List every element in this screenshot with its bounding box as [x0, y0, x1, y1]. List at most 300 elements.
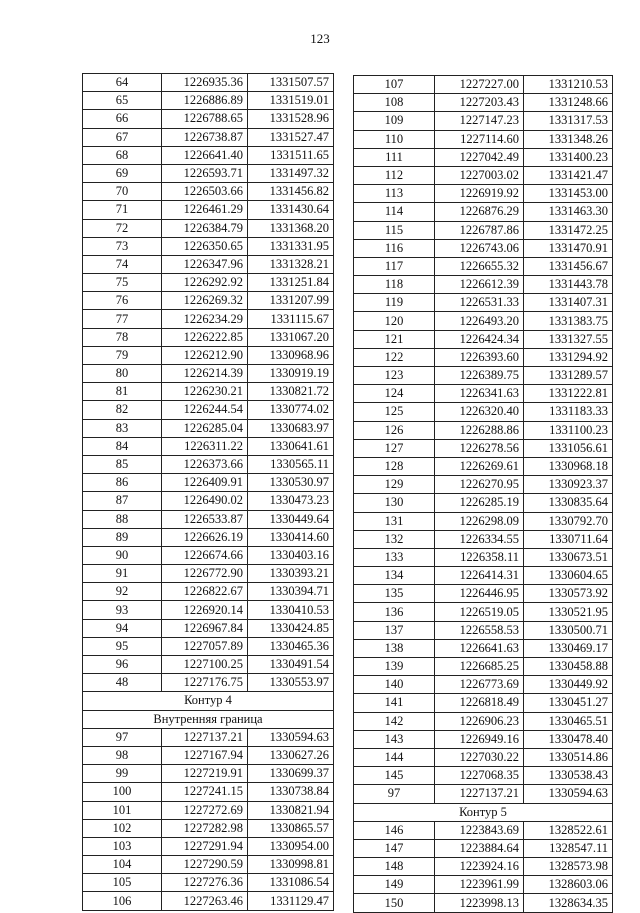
- y-coordinate-cell: 1330500.71: [524, 621, 613, 639]
- table-row: [354, 530, 613, 548]
- table-row: [83, 274, 334, 292]
- y-coordinate-cell: 1330530.97: [248, 474, 334, 492]
- point-number-cell: 82: [83, 401, 162, 419]
- table-row: [83, 74, 334, 92]
- y-coordinate-cell: 1328634.35: [524, 894, 613, 912]
- y-coordinate-cell: 1330465.51: [524, 712, 613, 730]
- y-coordinate-cell: 1330919.19: [248, 365, 334, 383]
- point-number-cell: 83: [83, 419, 162, 437]
- x-coordinate-cell: 1226919.92: [435, 185, 524, 203]
- point-number-cell: 106: [83, 892, 162, 910]
- y-coordinate-cell: 1331086.54: [248, 874, 334, 892]
- y-coordinate-cell: 1331463.30: [524, 203, 613, 221]
- x-coordinate-cell: 1226285.04: [162, 419, 248, 437]
- y-coordinate-cell: 1330553.97: [248, 674, 334, 692]
- y-coordinate-cell: 1330641.61: [248, 437, 334, 455]
- table-row: [83, 565, 334, 583]
- table-row: [354, 457, 613, 475]
- x-coordinate-cell: 1223998.13: [435, 894, 524, 912]
- section-heading-row: [83, 710, 334, 728]
- point-number-cell: 94: [83, 619, 162, 637]
- table-row: [83, 237, 334, 255]
- point-number-cell: 117: [354, 257, 435, 275]
- x-coordinate-cell: 1226461.29: [162, 201, 248, 219]
- table-row: [83, 201, 334, 219]
- y-coordinate-cell: 1330565.11: [248, 455, 334, 473]
- y-coordinate-cell: 1330491.54: [248, 656, 334, 674]
- y-coordinate-cell: 1330594.63: [524, 785, 613, 803]
- x-coordinate-cell: 1226414.31: [435, 567, 524, 585]
- point-number-cell: 135: [354, 585, 435, 603]
- x-coordinate-cell: 1226285.19: [435, 494, 524, 512]
- table-row: [354, 676, 613, 694]
- table-row: [354, 130, 613, 148]
- y-coordinate-cell: 1331100.23: [524, 421, 613, 439]
- point-number-cell: 130: [354, 494, 435, 512]
- y-coordinate-cell: 1330473.23: [248, 492, 334, 510]
- point-number-cell: 69: [83, 164, 162, 182]
- x-coordinate-cell: 1226347.96: [162, 255, 248, 273]
- point-number-cell: 89: [83, 528, 162, 546]
- x-coordinate-cell: 1227227.00: [435, 76, 524, 94]
- y-coordinate-cell: 1330998.81: [248, 856, 334, 874]
- x-coordinate-cell: 1227068.35: [435, 767, 524, 785]
- y-coordinate-cell: 1331328.21: [248, 255, 334, 273]
- table-row: [83, 728, 334, 746]
- x-coordinate-cell: 1227137.21: [435, 785, 524, 803]
- table-row: [354, 439, 613, 457]
- y-coordinate-cell: 1331248.66: [524, 94, 613, 112]
- point-number-cell: 144: [354, 748, 435, 766]
- table-row: [354, 858, 613, 876]
- x-coordinate-cell: 1226519.05: [435, 603, 524, 621]
- y-coordinate-cell: 1330478.40: [524, 730, 613, 748]
- y-coordinate-cell: 1330923.37: [524, 476, 613, 494]
- x-coordinate-cell: 1226558.53: [435, 621, 524, 639]
- point-number-cell: 112: [354, 166, 435, 184]
- point-number-cell: 96: [83, 656, 162, 674]
- point-number-cell: 104: [83, 856, 162, 874]
- table-row: [354, 185, 613, 203]
- y-coordinate-cell: 1331453.00: [524, 185, 613, 203]
- table-row: [354, 239, 613, 257]
- x-coordinate-cell: 1226234.29: [162, 310, 248, 328]
- point-number-cell: 122: [354, 348, 435, 366]
- y-coordinate-cell: 1331067.20: [248, 328, 334, 346]
- table-row: [354, 730, 613, 748]
- x-coordinate-cell: 1226773.69: [435, 676, 524, 694]
- point-number-cell: 121: [354, 330, 435, 348]
- y-coordinate-cell: 1330968.18: [524, 457, 613, 475]
- y-coordinate-cell: 1330865.57: [248, 819, 334, 837]
- point-number-cell: 85: [83, 455, 162, 473]
- y-coordinate-cell: 1331331.95: [248, 237, 334, 255]
- y-coordinate-cell: 1330821.94: [248, 801, 334, 819]
- y-coordinate-cell: 1331210.53: [524, 76, 613, 94]
- table-row: [354, 839, 613, 857]
- x-coordinate-cell: 1226593.71: [162, 164, 248, 182]
- point-number-cell: 105: [83, 874, 162, 892]
- y-coordinate-cell: 1330403.16: [248, 546, 334, 564]
- table-row: [83, 783, 334, 801]
- y-coordinate-cell: 1331511.65: [248, 146, 334, 164]
- y-coordinate-cell: 1330573.92: [524, 585, 613, 603]
- point-number-cell: 99: [83, 765, 162, 783]
- point-number-cell: 107: [354, 76, 435, 94]
- y-coordinate-cell: 1330699.37: [248, 765, 334, 783]
- y-coordinate-cell: 1331407.31: [524, 294, 613, 312]
- x-coordinate-cell: 1226503.66: [162, 183, 248, 201]
- x-coordinate-cell: 1227003.02: [435, 166, 524, 184]
- x-coordinate-cell: 1226298.09: [435, 512, 524, 530]
- table-row: [83, 819, 334, 837]
- x-coordinate-cell: 1226320.40: [435, 403, 524, 421]
- x-coordinate-cell: 1227167.94: [162, 746, 248, 764]
- point-number-cell: 90: [83, 546, 162, 564]
- table-row: [354, 94, 613, 112]
- y-coordinate-cell: 1330792.70: [524, 512, 613, 530]
- coordinates-table-left: [82, 73, 334, 911]
- point-number-cell: 66: [83, 110, 162, 128]
- point-number-cell: 87: [83, 492, 162, 510]
- point-number-cell: 81: [83, 383, 162, 401]
- table-row: [83, 746, 334, 764]
- table-row: [83, 419, 334, 437]
- y-coordinate-cell: 1330414.60: [248, 528, 334, 546]
- y-coordinate-cell: 1330835.64: [524, 494, 613, 512]
- x-coordinate-cell: 1226350.65: [162, 237, 248, 255]
- y-coordinate-cell: 1331207.99: [248, 292, 334, 310]
- table-row: [354, 76, 613, 94]
- y-coordinate-cell: 1330451.27: [524, 694, 613, 712]
- point-number-cell: 139: [354, 658, 435, 676]
- table-row: [354, 876, 613, 894]
- x-coordinate-cell: 1226533.87: [162, 510, 248, 528]
- table-row: [83, 619, 334, 637]
- point-number-cell: 123: [354, 367, 435, 385]
- table-row: [83, 183, 334, 201]
- x-coordinate-cell: 1227147.23: [435, 112, 524, 130]
- point-number-cell: 115: [354, 221, 435, 239]
- table-row: [354, 585, 613, 603]
- x-coordinate-cell: 1226269.61: [435, 457, 524, 475]
- x-coordinate-cell: 1226389.75: [435, 367, 524, 385]
- y-coordinate-cell: 1330774.02: [248, 401, 334, 419]
- y-coordinate-cell: 1331317.53: [524, 112, 613, 130]
- y-coordinate-cell: 1330711.64: [524, 530, 613, 548]
- point-number-cell: 146: [354, 821, 435, 839]
- point-number-cell: 141: [354, 694, 435, 712]
- table-row: [83, 383, 334, 401]
- point-number-cell: 113: [354, 185, 435, 203]
- y-coordinate-cell: 1331383.75: [524, 312, 613, 330]
- x-coordinate-cell: 1226384.79: [162, 219, 248, 237]
- point-number-cell: 114: [354, 203, 435, 221]
- point-number-cell: 88: [83, 510, 162, 528]
- table-row: [83, 128, 334, 146]
- table-right-body: [354, 76, 613, 913]
- y-coordinate-cell: 1331400.23: [524, 148, 613, 166]
- point-number-cell: 79: [83, 346, 162, 364]
- x-coordinate-cell: 1226743.06: [435, 239, 524, 257]
- x-coordinate-cell: 1226920.14: [162, 601, 248, 619]
- table-row: [354, 403, 613, 421]
- x-coordinate-cell: 1223961.99: [435, 876, 524, 894]
- x-coordinate-cell: 1226446.95: [435, 585, 524, 603]
- table-row: [83, 528, 334, 546]
- point-number-cell: 72: [83, 219, 162, 237]
- point-number-cell: 95: [83, 637, 162, 655]
- y-coordinate-cell: 1331497.32: [248, 164, 334, 182]
- table-row: [354, 512, 613, 530]
- y-coordinate-cell: 1330968.96: [248, 346, 334, 364]
- point-number-cell: 109: [354, 112, 435, 130]
- x-coordinate-cell: 1226292.92: [162, 274, 248, 292]
- point-number-cell: 108: [354, 94, 435, 112]
- table-row: [83, 164, 334, 182]
- point-number-cell: 73: [83, 237, 162, 255]
- x-coordinate-cell: 1226655.32: [435, 257, 524, 275]
- table-row: [354, 330, 613, 348]
- table-row: [354, 821, 613, 839]
- y-coordinate-cell: 1331251.84: [248, 274, 334, 292]
- table-row: [354, 166, 613, 184]
- point-number-cell: 118: [354, 276, 435, 294]
- table-row: [354, 567, 613, 585]
- y-coordinate-cell: 1330393.21: [248, 565, 334, 583]
- table-row: [354, 548, 613, 566]
- point-number-cell: 137: [354, 621, 435, 639]
- y-coordinate-cell: 1331294.92: [524, 348, 613, 366]
- table-row: [354, 348, 613, 366]
- table-row: [83, 637, 334, 655]
- table-row: [354, 694, 613, 712]
- y-coordinate-cell: 1330627.26: [248, 746, 334, 764]
- point-number-cell: 143: [354, 730, 435, 748]
- table-row: [83, 219, 334, 237]
- table-row: [354, 276, 613, 294]
- x-coordinate-cell: 1226685.25: [435, 658, 524, 676]
- x-coordinate-cell: 1227219.91: [162, 765, 248, 783]
- table-row: [354, 494, 613, 512]
- point-number-cell: 148: [354, 858, 435, 876]
- point-number-cell: 77: [83, 310, 162, 328]
- y-coordinate-cell: 1330410.53: [248, 601, 334, 619]
- x-coordinate-cell: 1227057.89: [162, 637, 248, 655]
- point-number-cell: 116: [354, 239, 435, 257]
- x-coordinate-cell: 1226935.36: [162, 74, 248, 92]
- x-coordinate-cell: 1226409.91: [162, 474, 248, 492]
- point-number-cell: 103: [83, 837, 162, 855]
- x-coordinate-cell: 1226886.89: [162, 92, 248, 110]
- y-coordinate-cell: 1330954.00: [248, 837, 334, 855]
- point-number-cell: 110: [354, 130, 435, 148]
- point-number-cell: 92: [83, 583, 162, 601]
- x-coordinate-cell: 1226230.21: [162, 383, 248, 401]
- x-coordinate-cell: 1226278.56: [435, 439, 524, 457]
- point-number-cell: 97: [83, 728, 162, 746]
- point-number-cell: 140: [354, 676, 435, 694]
- x-coordinate-cell: 1226906.23: [435, 712, 524, 730]
- x-coordinate-cell: 1227203.43: [435, 94, 524, 112]
- x-coordinate-cell: 1226818.49: [435, 694, 524, 712]
- page-number: 123: [310, 31, 330, 46]
- x-coordinate-cell: 1223843.69: [435, 821, 524, 839]
- table-row: [83, 837, 334, 855]
- x-coordinate-cell: 1226222.85: [162, 328, 248, 346]
- table-row: [354, 221, 613, 239]
- point-number-cell: 68: [83, 146, 162, 164]
- x-coordinate-cell: 1227114.60: [435, 130, 524, 148]
- y-coordinate-cell: 1331115.67: [248, 310, 334, 328]
- y-coordinate-cell: 1331472.25: [524, 221, 613, 239]
- point-number-cell: 145: [354, 767, 435, 785]
- point-number-cell: 111: [354, 148, 435, 166]
- y-coordinate-cell: 1328603.06: [524, 876, 613, 894]
- point-number-cell: 91: [83, 565, 162, 583]
- point-number-cell: 119: [354, 294, 435, 312]
- table-row: [354, 639, 613, 657]
- x-coordinate-cell: 1226641.40: [162, 146, 248, 164]
- y-coordinate-cell: 1330594.63: [248, 728, 334, 746]
- x-coordinate-cell: 1227263.46: [162, 892, 248, 910]
- table-row: [83, 346, 334, 364]
- point-number-cell: 64: [83, 74, 162, 92]
- point-number-cell: 93: [83, 601, 162, 619]
- point-number-cell: 133: [354, 548, 435, 566]
- point-number-cell: 129: [354, 476, 435, 494]
- x-coordinate-cell: 1226424.34: [435, 330, 524, 348]
- point-number-cell: 98: [83, 746, 162, 764]
- table-row: [83, 674, 334, 692]
- point-number-cell: 100: [83, 783, 162, 801]
- x-coordinate-cell: 1223924.16: [435, 858, 524, 876]
- table-row: [83, 874, 334, 892]
- point-number-cell: 75: [83, 274, 162, 292]
- y-coordinate-cell: 1330449.92: [524, 676, 613, 694]
- x-coordinate-cell: 1227291.94: [162, 837, 248, 855]
- table-row: [354, 476, 613, 494]
- y-coordinate-cell: 1330538.43: [524, 767, 613, 785]
- y-coordinate-cell: 1331421.47: [524, 166, 613, 184]
- section-heading-row: [83, 692, 334, 710]
- point-number-cell: 132: [354, 530, 435, 548]
- table-row: [354, 712, 613, 730]
- x-coordinate-cell: 1227276.36: [162, 874, 248, 892]
- x-coordinate-cell: 1226270.95: [435, 476, 524, 494]
- table-row: [83, 492, 334, 510]
- table-row: [83, 583, 334, 601]
- y-coordinate-cell: 1330394.71: [248, 583, 334, 601]
- point-number-cell: 48: [83, 674, 162, 692]
- section-heading: Контур 4: [83, 692, 334, 710]
- y-coordinate-cell: 1330424.85: [248, 619, 334, 637]
- y-coordinate-cell: 1331183.33: [524, 403, 613, 421]
- table-row: [354, 621, 613, 639]
- table-row: [83, 510, 334, 528]
- table-row: [83, 601, 334, 619]
- y-coordinate-cell: 1331456.82: [248, 183, 334, 201]
- point-number-cell: 127: [354, 439, 435, 457]
- x-coordinate-cell: 1226358.11: [435, 548, 524, 566]
- x-coordinate-cell: 1226212.90: [162, 346, 248, 364]
- table-row: [83, 856, 334, 874]
- point-number-cell: 150: [354, 894, 435, 912]
- y-coordinate-cell: 1330449.64: [248, 510, 334, 528]
- table-row: [354, 257, 613, 275]
- table-row: [83, 765, 334, 783]
- x-coordinate-cell: 1227042.49: [435, 148, 524, 166]
- y-coordinate-cell: 1331056.61: [524, 439, 613, 457]
- y-coordinate-cell: 1331519.01: [248, 92, 334, 110]
- y-coordinate-cell: 1331443.78: [524, 276, 613, 294]
- point-number-cell: 128: [354, 457, 435, 475]
- table-row: [354, 894, 613, 912]
- x-coordinate-cell: 1226967.84: [162, 619, 248, 637]
- y-coordinate-cell: 1331430.64: [248, 201, 334, 219]
- y-coordinate-cell: 1331222.81: [524, 385, 613, 403]
- x-coordinate-cell: 1226269.32: [162, 292, 248, 310]
- table-row: [354, 658, 613, 676]
- x-coordinate-cell: 1226214.39: [162, 365, 248, 383]
- x-coordinate-cell: 1226788.65: [162, 110, 248, 128]
- x-coordinate-cell: 1226641.63: [435, 639, 524, 657]
- x-coordinate-cell: 1226612.39: [435, 276, 524, 294]
- section-heading: Внутренняя граница: [83, 710, 334, 728]
- x-coordinate-cell: 1227137.21: [162, 728, 248, 746]
- point-number-cell: 147: [354, 839, 435, 857]
- y-coordinate-cell: 1328547.11: [524, 839, 613, 857]
- x-coordinate-cell: 1227241.15: [162, 783, 248, 801]
- section-heading: Контур 5: [354, 803, 613, 821]
- table-row: [354, 148, 613, 166]
- x-coordinate-cell: 1226674.66: [162, 546, 248, 564]
- point-number-cell: 101: [83, 801, 162, 819]
- table-row: [354, 603, 613, 621]
- point-number-cell: 97: [354, 785, 435, 803]
- x-coordinate-cell: 1223884.64: [435, 839, 524, 857]
- y-coordinate-cell: 1331456.67: [524, 257, 613, 275]
- point-number-cell: 70: [83, 183, 162, 201]
- table-row: [83, 892, 334, 910]
- point-number-cell: 120: [354, 312, 435, 330]
- x-coordinate-cell: 1226493.20: [435, 312, 524, 330]
- x-coordinate-cell: 1226244.54: [162, 401, 248, 419]
- point-number-cell: 125: [354, 403, 435, 421]
- y-coordinate-cell: 1330673.51: [524, 548, 613, 566]
- table-row: [83, 255, 334, 273]
- y-coordinate-cell: 1330521.95: [524, 603, 613, 621]
- table-row: [354, 312, 613, 330]
- y-coordinate-cell: 1331528.96: [248, 110, 334, 128]
- point-number-cell: 74: [83, 255, 162, 273]
- x-coordinate-cell: 1226334.55: [435, 530, 524, 548]
- y-coordinate-cell: 1331327.55: [524, 330, 613, 348]
- point-number-cell: 138: [354, 639, 435, 657]
- point-number-cell: 126: [354, 421, 435, 439]
- table-row: [83, 365, 334, 383]
- table-row: [83, 437, 334, 455]
- point-number-cell: 102: [83, 819, 162, 837]
- coordinates-table-right: [353, 75, 613, 913]
- y-coordinate-cell: 1331348.26: [524, 130, 613, 148]
- x-coordinate-cell: 1227100.25: [162, 656, 248, 674]
- x-coordinate-cell: 1226341.63: [435, 385, 524, 403]
- x-coordinate-cell: 1226626.19: [162, 528, 248, 546]
- x-coordinate-cell: 1226373.66: [162, 455, 248, 473]
- point-number-cell: 131: [354, 512, 435, 530]
- table-row: [354, 767, 613, 785]
